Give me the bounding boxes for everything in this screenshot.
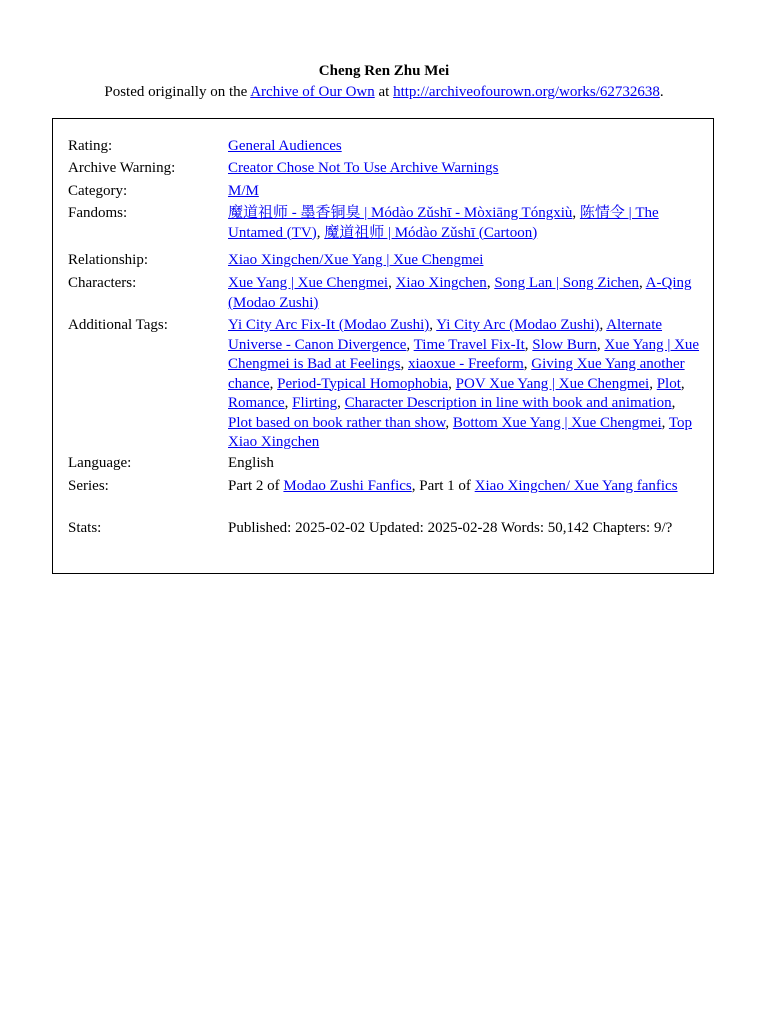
list-separator: ,: [388, 275, 396, 291]
language-label: Language:: [68, 455, 132, 471]
list-separator: ,: [448, 375, 456, 392]
series-value: [228, 477, 703, 497]
tags-value: [228, 316, 703, 453]
list-separator: ,: [269, 375, 278, 392]
fandoms-label: Fandoms:: [68, 205, 128, 221]
work-header: [0, 62, 768, 102]
tags-link[interactable]: Plot based on book rather than show: [228, 414, 446, 431]
series-separator: ,: [411, 478, 420, 494]
relationships-link[interactable]: Xiao Xingchen/Xue Yang | Xue Chengmei: [228, 252, 484, 268]
list-separator: ,: [486, 275, 495, 291]
warnings-link[interactable]: Creator Chose Not To Use Archive Warnings: [228, 160, 499, 176]
tags-link[interactable]: xiaoxue - Freeform: [407, 356, 524, 372]
list-separator: ,: [284, 395, 293, 411]
tags-link[interactable]: Alternate Universe - Canon Divergence: [228, 317, 663, 353]
tags-link[interactable]: Xue Yang | Xue Chengmei is Bad at Feelings: [228, 336, 700, 372]
warning-value: [228, 159, 703, 179]
fandoms-link[interactable]: 陈情令 | The Untamed (TV): [228, 205, 659, 241]
characters-link[interactable]: Song Lan | Song Zichen: [494, 275, 639, 291]
stats-label: Stats:: [68, 520, 102, 536]
posted-line: [0, 83, 768, 102]
list-separator: ,: [661, 414, 669, 431]
fandoms-value: [228, 204, 703, 243]
list-separator: ,: [596, 336, 605, 353]
tags-link[interactable]: Plot: [656, 375, 681, 392]
work-title: Cheng Ren Zhu Mei: [318, 63, 450, 79]
list-separator: ,: [649, 375, 657, 392]
tags-link[interactable]: Giving Xue Yang another chance: [228, 356, 685, 392]
rating-link[interactable]: General Audiences: [228, 138, 342, 154]
tags-link[interactable]: Character Description in line with book and animation: [344, 395, 672, 411]
list-separator: ,: [406, 336, 414, 353]
list-separator: ,: [638, 275, 646, 291]
list-separator: ,: [680, 375, 685, 392]
series-1-prefix: Part 2 of: [228, 478, 284, 494]
series-1-link[interactable]: Modao Zushi Fanfics: [283, 478, 412, 494]
fandoms-link[interactable]: 魔道祖师 | Módào Zǔshī (Cartoon): [324, 224, 538, 241]
tags-link[interactable]: Yi City Arc (Modao Zushi): [436, 317, 600, 333]
archive-link[interactable]: Archive of Our Own: [250, 84, 375, 100]
list-separator: ,: [429, 317, 437, 333]
stats-value: Published: 2025-02-02 Updated: 2025-02-28 Words: 50,142 Chapters: 9/?: [228, 520, 673, 536]
tags-link[interactable]: Bottom Xue Yang | Xue Chengmei: [452, 414, 662, 431]
rating-value: [228, 137, 703, 157]
tags-link[interactable]: Time Travel Fix-It: [413, 336, 525, 353]
language-value: English: [228, 455, 274, 471]
characters-link[interactable]: Xiao Xingchen: [395, 275, 487, 291]
list-separator: ,: [524, 336, 533, 353]
series-2-link[interactable]: Xiao Xingchen/ Xue Yang fanfics: [474, 478, 678, 494]
warning-label: Archive Warning:: [68, 160, 176, 176]
characters-value: [228, 274, 703, 313]
list-separator: ,: [572, 205, 580, 221]
work-url-link[interactable]: http://archiveofourown.org/works/62732638: [393, 84, 660, 100]
tags-link[interactable]: Romance: [228, 395, 285, 411]
category-value: [228, 182, 703, 202]
tags-link[interactable]: Flirting: [292, 395, 338, 411]
list-separator: ,: [599, 317, 607, 333]
fandoms-link[interactable]: 魔道祖师 - 墨香铜臭 | Módào Zǔshī - Mòxiāng Tóngxiù: [228, 205, 573, 221]
list-separator: ,: [671, 395, 676, 411]
series-label: Series:: [68, 478, 109, 494]
list-separator: ,: [445, 414, 453, 431]
work-metadata-box: [52, 118, 714, 574]
at-text: at: [374, 84, 394, 100]
tags-link[interactable]: POV Xue Yang | Xue Chengmei: [455, 375, 650, 392]
categories-link[interactable]: M/M: [228, 183, 259, 199]
tags-link[interactable]: Slow Burn: [532, 336, 597, 353]
characters-link[interactable]: Xue Yang | Xue Chengmei: [228, 275, 389, 291]
series-2-prefix: Part 1 of: [419, 478, 475, 494]
tags-link[interactable]: Period-Typical Homophobia: [277, 375, 449, 392]
characters-label: Characters:: [68, 275, 137, 291]
list-separator: ,: [337, 395, 345, 411]
list-separator: ,: [400, 356, 408, 372]
tags-label: Additional Tags:: [68, 317, 168, 333]
list-separator: ,: [316, 224, 325, 241]
characters-link[interactable]: A-Qing (Modao Zushi): [228, 275, 692, 311]
list-separator: ,: [523, 356, 532, 372]
tags-link[interactable]: Yi City Arc Fix-It (Modao Zushi): [228, 317, 430, 333]
relationship-label: Relationship:: [68, 252, 148, 268]
tags-link[interactable]: Top Xiao Xingchen: [228, 414, 693, 450]
posted-period: .: [659, 84, 664, 100]
posted-prefix: Posted originally on the: [104, 84, 251, 100]
relationship-value: [228, 251, 703, 271]
rating-label: Rating:: [68, 138, 113, 154]
category-label: Category:: [68, 183, 128, 199]
